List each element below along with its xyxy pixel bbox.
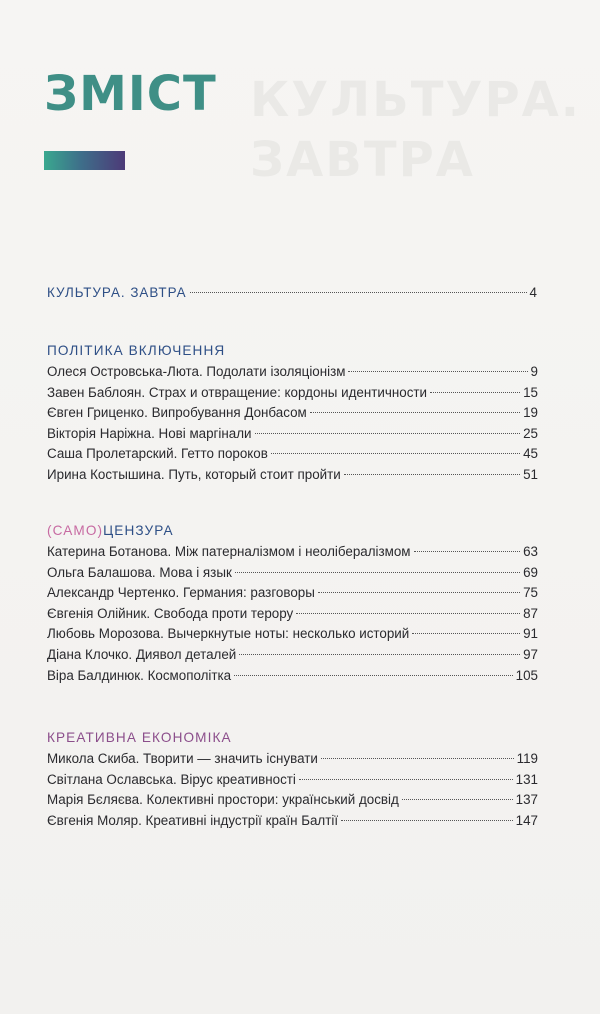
entry-page: 137 — [515, 792, 538, 808]
toc-entry[interactable] — [47, 542, 538, 563]
toc-entry[interactable] — [47, 749, 538, 770]
entry-page: 15 — [523, 384, 538, 400]
toc-section-tsenzura — [47, 520, 538, 686]
toc-section-kreatyvna — [47, 727, 538, 831]
entry-page: 9 — [530, 364, 538, 379]
toc-entry[interactable] — [47, 624, 538, 645]
dot-leader — [234, 675, 513, 676]
ghost-title-line-2: ЗАВТРА — [250, 132, 475, 188]
entry-page: 105 — [515, 667, 538, 683]
section-heading: ПОЛІТИКА ВКЛЮЧЕННЯ — [47, 343, 226, 358]
toc-entry[interactable] — [47, 424, 538, 445]
toc-entry[interactable] — [47, 362, 538, 383]
dot-leader — [296, 613, 520, 614]
toc-entry[interactable] — [47, 563, 538, 584]
toc-entry-main[interactable] — [47, 283, 538, 304]
dot-leader — [299, 779, 513, 780]
section-heading: КРЕАТИВНА ЕКОНОМІКА — [47, 730, 232, 745]
entry-title: Вікторія Наріжна. Нові маргінали — [47, 425, 252, 441]
entry-page: 97 — [523, 646, 538, 662]
entry-page: 131 — [515, 771, 538, 787]
entry-title: Діана Клочко. Диявол деталей — [47, 646, 237, 662]
dot-leader — [430, 392, 520, 393]
entry-page: 147 — [515, 812, 538, 828]
dot-leader — [239, 654, 520, 655]
entry-page: 91 — [523, 626, 538, 642]
dot-leader — [235, 572, 520, 573]
entry-title: КУЛЬТУРА. ЗАВТРА — [47, 285, 187, 300]
toc-entry[interactable] — [47, 645, 538, 666]
entry-title: Катерина Ботанова. Між патерналізмом і неолібералізмом — [47, 544, 411, 559]
entry-title: Александр Чертенко. Германия: разговоры — [47, 585, 315, 601]
entry-title: Ольга Балашова. Мова і язык — [47, 564, 232, 580]
entry-page: 45 — [523, 446, 538, 462]
page-title: ЗМІСТ — [44, 66, 217, 122]
entry-page: 4 — [529, 285, 538, 300]
dot-leader — [402, 799, 513, 800]
entry-page: 63 — [523, 544, 538, 559]
section-heading — [47, 520, 538, 542]
entry-title: Марія Бєляєва. Колективні простори: український досвід — [47, 792, 399, 808]
toc-entry[interactable] — [47, 770, 538, 791]
toc-entry[interactable] — [47, 403, 538, 424]
toc-entry[interactable] — [47, 383, 538, 404]
entry-title: Віра Балдинюк. Космополітка — [47, 667, 232, 683]
dot-leader — [318, 592, 520, 593]
entry-title: Євгенія Олійник. Свобода проти терору — [47, 605, 294, 621]
entry-title: Ирина Костышина. Путь, который стоит пройти — [47, 466, 341, 482]
dot-leader — [341, 820, 513, 821]
entry-page: 25 — [523, 425, 538, 441]
toc-entry[interactable] — [47, 583, 538, 604]
entry-title: Саша Пролетарский. Гетто пороков — [47, 446, 268, 462]
toc-entry[interactable] — [47, 444, 538, 465]
toc-entry[interactable] — [47, 811, 538, 832]
entry-title: Євгенія Моляр. Креативні індустрії країн Балтії — [47, 812, 339, 828]
dot-leader — [255, 433, 521, 434]
section-heading-rest: ЦЕНЗУРА — [103, 523, 174, 538]
entry-title: Микола Скиба. Творити — значить існувати — [47, 751, 318, 766]
entry-title: Завен Баблоян. Страх и отвращение: кордоны идентичности — [47, 384, 428, 400]
dot-leader — [190, 292, 527, 293]
toc-entry[interactable] — [47, 790, 538, 811]
dot-leader — [348, 371, 527, 372]
entry-page: 51 — [523, 466, 538, 482]
dot-leader — [344, 474, 520, 475]
entry-page: 87 — [523, 605, 538, 621]
dot-leader — [271, 453, 520, 454]
dot-leader — [412, 633, 520, 634]
dot-leader — [321, 758, 514, 759]
entry-title: Євген Гриценко. Випробування Донбасом — [47, 405, 307, 421]
toc-entry[interactable] — [47, 465, 538, 486]
dot-leader — [310, 412, 520, 413]
background-ghost-title — [250, 70, 590, 190]
toc-entry[interactable] — [47, 604, 538, 625]
entry-page: 119 — [516, 751, 538, 766]
toc-entry[interactable] — [47, 666, 538, 687]
entry-title: Олеся Островська-Люта. Подолати ізоляціонізм — [47, 364, 346, 379]
entry-page: 19 — [523, 405, 538, 421]
title-gradient-bar — [44, 151, 125, 170]
entry-page: 75 — [523, 585, 538, 601]
section-heading-accent: (САМО) — [47, 523, 104, 538]
toc-section-polityka — [47, 340, 538, 486]
entry-title: Любовь Морозова. Вычеркнутые ноты: несколько историй — [47, 626, 410, 642]
toc-main — [47, 283, 538, 304]
entry-page: 69 — [523, 564, 538, 580]
dot-leader — [414, 551, 521, 552]
entry-title: Світлана Ославська. Вірус креативності — [47, 771, 296, 787]
ghost-title-line-1: КУЛЬТУРА. — [250, 72, 582, 128]
